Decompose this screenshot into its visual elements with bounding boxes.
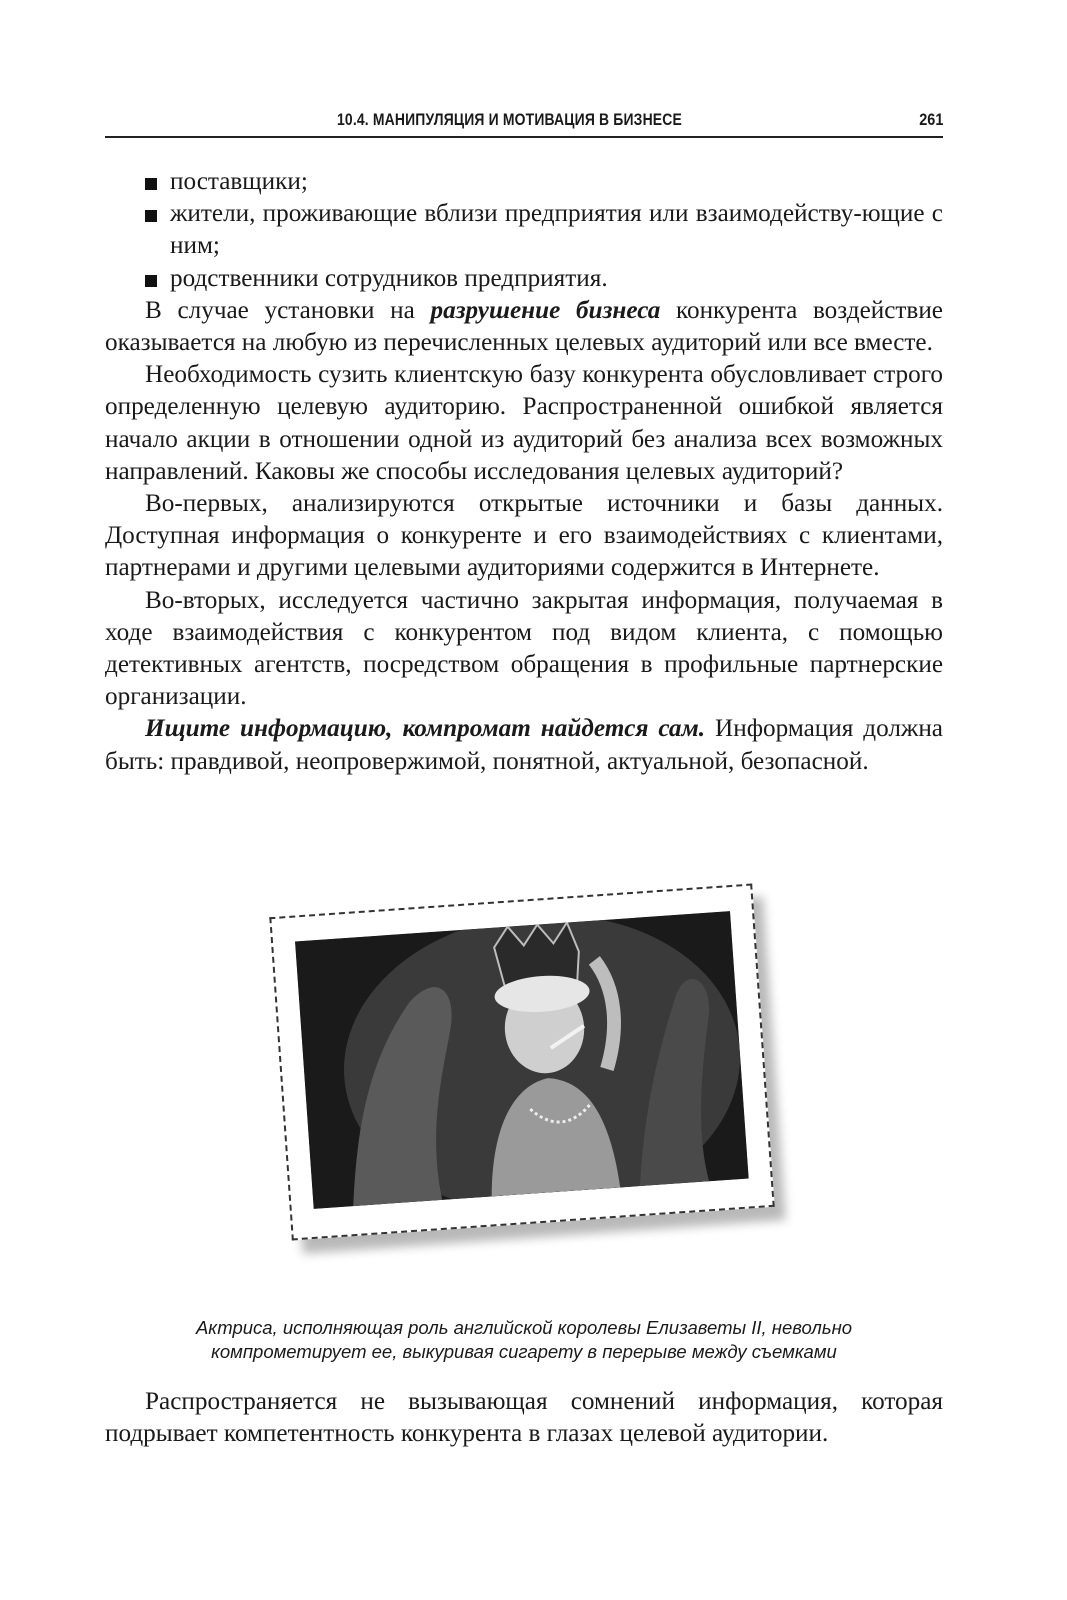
paragraph: Во-первых, анализируются открытые источники и базы данных. Доступная информация о конкуренте и его взаимодействиях с клиентами, партнерами и другими целевыми аудиториями содержится в Интернете. [105, 490, 943, 582]
list-item: поставщики; [105, 166, 943, 198]
queen-photo-illustration [295, 911, 749, 1209]
paragraph-text: В случае установки на [145, 296, 431, 324]
emphasis: разрушение бизнеса [430, 296, 661, 324]
paragraph: Во-вторых, исследуется частично закрытая информация, получаемая в ходе взаимодействия с конкурентом под видом клиента, с помощью детективных агентств, посредством обращения в профильные партнерские организации. [105, 586, 943, 711]
running-header [105, 104, 943, 138]
paragraph [105, 295, 943, 359]
photo-figure [250, 875, 810, 1295]
emphasis: Ищите информацию, компромат найдется сам. [145, 715, 706, 743]
paragraph-text: конкурента воздействие оказывается на любую из перечисленных целевых аудиторий или все вместе. [105, 296, 943, 357]
bullet-list [105, 166, 943, 295]
photo-caption [105, 1316, 943, 1364]
paragraph: Необходимость сузить клиентскую базу конкурента обусловливает строго определенную целевую аудиторию. Распространенной ошибкой является начало акции в отношении одной из аудиторий без анализа всех возможных направлений. Каковы же способы исследования целевых аудиторий? [105, 361, 943, 485]
paragraph: Распространяется не вызывающая сомнений информация, которая подрывает компетентность конкурента в глазах целевой аудитории. [105, 1388, 943, 1448]
paragraph [105, 713, 943, 777]
photo-frame [269, 884, 774, 1241]
chapter-title: 10.4. МАНИПУЛЯЦИЯ И МОТИВАЦИЯ В БИЗНЕСЕ [337, 110, 682, 129]
list-item: жители, проживающие вблизи предприятия или взаимодейству-ющие с ним; [105, 198, 943, 262]
caption-line: компрометирует ее, выкуривая сигарету в перерыве между съемками [211, 1341, 837, 1362]
caption-line: Актриса, исполняющая роль английской королевы Елизаветы II, невольно [195, 1317, 853, 1338]
page-number: 261 [918, 110, 943, 129]
photo [295, 911, 749, 1209]
paragraph-text: Информация должна быть: правдивой, неопровержимой, понятной, актуальной, безопасной. [105, 715, 943, 775]
body-text [105, 166, 943, 778]
list-item: родственники сотрудников предприятия. [105, 263, 943, 295]
